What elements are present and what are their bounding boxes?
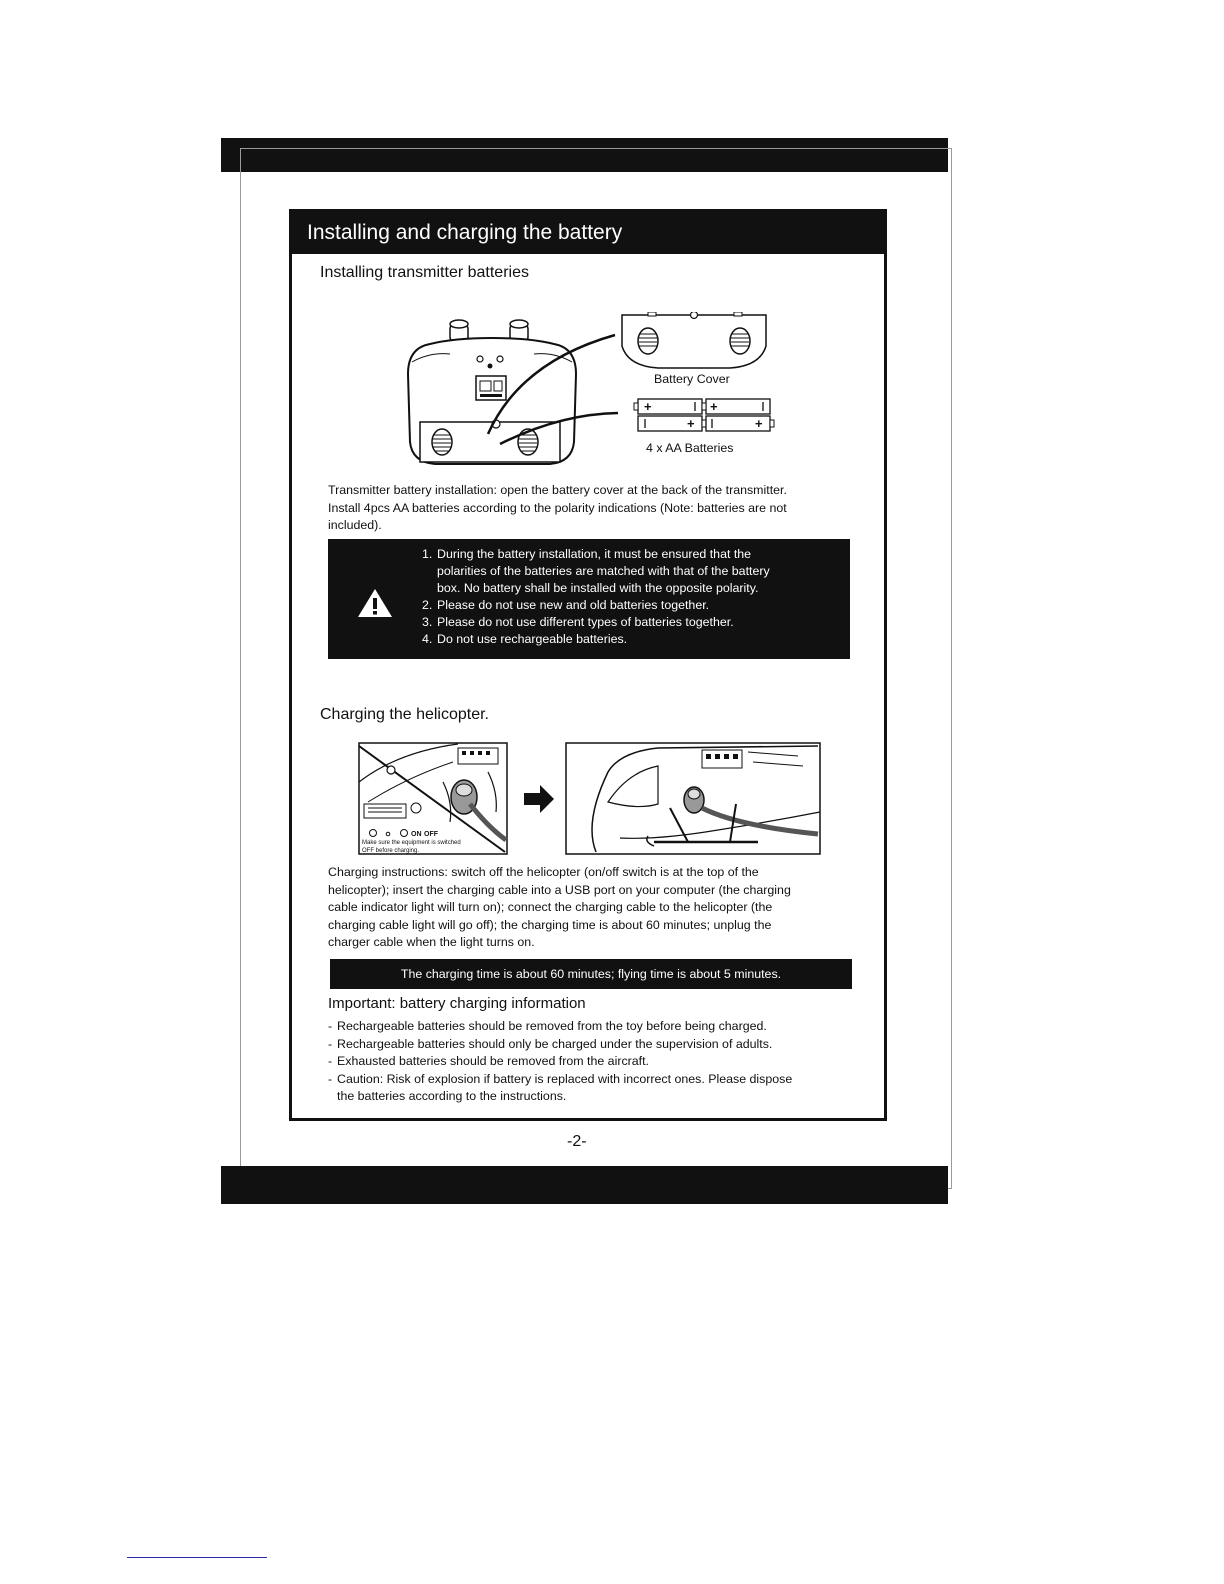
text-line: box. No battery shall be installed with the opposite polarity. (437, 581, 759, 595)
batteries-label: 4 x AA Batteries (646, 441, 734, 455)
charging-illustration (358, 742, 824, 857)
bullet-item (328, 1018, 858, 1036)
text-line: polarities of the batteries are matched with that of the battery (437, 564, 770, 578)
text-line: Rechargeable batteries should only be charged under the supervision of adults. (337, 1036, 773, 1051)
text-line: cable indicator light will turn on); connect the charging cable to the helicopter (the (328, 900, 773, 914)
bullet-dash: - (328, 1019, 333, 1033)
text-line: Do not use rechargeable batteries. (437, 632, 628, 646)
svg-text:+: + (710, 399, 718, 414)
switch-note-line: OFF before charging. (362, 848, 420, 854)
battery-cover-part (622, 312, 766, 368)
bullet-item (328, 1071, 858, 1106)
text-line: Install 4pcs AA batteries according to the polarity indications (Note: batteries are not (328, 500, 787, 515)
item-number: 3. (422, 615, 433, 629)
content-panel (289, 209, 887, 1121)
grip-pad-right (518, 429, 538, 455)
text-line: helicopter); insert the charging cable into a USB port on your computer (the charging (328, 882, 791, 897)
battery-cover-label: Battery Cover (654, 372, 730, 386)
charging-connected-panel (566, 743, 820, 854)
text-line: charging cable light will go off); the charging time is about 60 minutes; unplug the (328, 917, 772, 932)
text-line: Please do not use different types of batteries together. (437, 615, 734, 629)
item-number: 4. (422, 632, 433, 646)
warning-triangle-icon (356, 587, 394, 619)
text-line: Caution: Risk of explosion if battery is replaced with incorrect ones. Please dispose (337, 1071, 793, 1086)
text-line: included). (328, 518, 382, 532)
warning-list (422, 546, 822, 648)
bottom-border-bar (221, 1166, 948, 1204)
bullet-dash: - (328, 1036, 333, 1051)
arrow-right-icon (524, 785, 554, 813)
transmitter-instructions (328, 482, 868, 535)
text-line: Charging instructions: switch off the helicopter (on/off switch is at the top of the (328, 865, 759, 879)
text-line: charger cable when the light turns on. (328, 935, 535, 949)
warning-box (328, 539, 850, 659)
bullet-item (328, 1036, 858, 1054)
transmitter-illustration (400, 312, 790, 477)
grip-pad-left (432, 429, 452, 455)
text-line: Please do not use new and old batteries together. (437, 598, 710, 612)
item-number: 2. (422, 598, 433, 612)
svg-text:+: + (687, 416, 695, 431)
section-title: Installing and charging the battery (292, 212, 884, 254)
charging-instructions (328, 864, 868, 952)
text-line: Exhausted batteries should be removed from the aircraft. (337, 1054, 649, 1068)
page-number: -2- (567, 1133, 587, 1150)
footnote-rule (127, 1557, 267, 1558)
bullet-dash: - (328, 1071, 333, 1086)
warning-item (422, 631, 822, 648)
text-line: Rechargeable batteries should be removed from the toy before being charged. (337, 1019, 767, 1033)
item-number: 1. (422, 547, 433, 561)
switch-note-line: Make sure the equipment is switched (362, 840, 461, 846)
aa-batteries-part (634, 399, 774, 431)
important-bullet-list (328, 1018, 858, 1106)
svg-text:+: + (644, 399, 652, 414)
switch-off-label: OFF (424, 831, 438, 838)
switch-on-label: ON (411, 831, 422, 838)
important-heading: Important: battery charging information (328, 995, 586, 1012)
warning-item (422, 546, 822, 597)
svg-text:+: + (755, 416, 763, 431)
charging-heading: Charging the helicopter. (320, 706, 489, 723)
ce-mark-label (476, 376, 506, 400)
warning-item (422, 597, 822, 614)
bullet-dash: - (328, 1054, 333, 1068)
warning-item (422, 614, 822, 631)
bullet-item (328, 1053, 858, 1071)
text-line: the batteries according to the instructions. (337, 1089, 567, 1103)
text-line: Transmitter battery installation: open the battery cover at the back of the transmitter. (328, 483, 787, 497)
text-line: During the battery installation, it must be ensured that the (437, 547, 752, 561)
transmitter-heading: Installing transmitter batteries (320, 264, 529, 281)
charging-time-notice: The charging time is about 60 minutes; flying time is about 5 minutes. (330, 959, 852, 989)
switch-off-panel (359, 743, 507, 854)
